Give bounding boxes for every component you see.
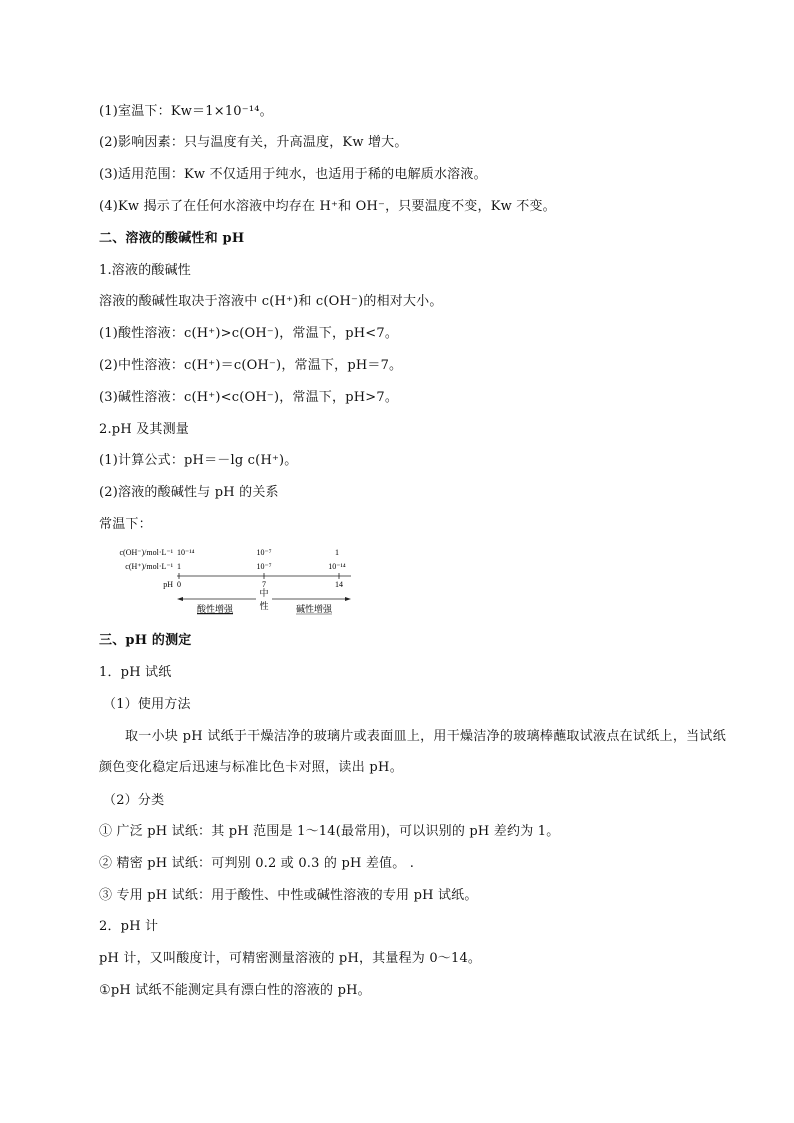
subheading-ph-meter: 2．pH 计 [99, 919, 159, 934]
type-item-3: ③ 专用 pH 试纸：用于酸性、中性或碱性溶液的专用 pH 试纸。 [99, 888, 478, 903]
row2-value-0: 1 [177, 562, 181, 571]
basic-solution: (3)碱性溶液：c(H⁺)<c(OH⁻)，常温下，pH>7。 [99, 390, 399, 405]
row2-label: c(H⁺)/mol·L⁻¹ [125, 562, 173, 571]
row2-value-2: 10⁻¹⁴ [328, 562, 346, 571]
row1-value-2: 1 [335, 548, 339, 557]
row2-value-1: 10⁻⁷ [256, 562, 272, 571]
subheading-acidity: 1.溶液的酸碱性 [99, 263, 192, 278]
subheading-usage: （1）使用方法 [103, 697, 191, 712]
ph-scale-diagram [99, 546, 359, 622]
acidic-solution: (1)酸性溶液：c(H⁺)>c(OH⁻)，常温下，pH<7。 [99, 326, 399, 341]
subheading-types: （2）分类 [103, 793, 165, 808]
ph-meter-paragraph: pH 计，又叫酸度计，可精密测量溶液的 pH，其量程为 0～14。 [99, 951, 482, 966]
kw-line-3: (3)适用范围：Kw 不仅适用于纯水，也适用于稀的电解质水溶液。 [99, 167, 487, 182]
subheading-ph-paper: 1．pH 试纸 [99, 665, 172, 680]
base-label: 碱性增强 [296, 604, 333, 614]
kw-line-2: (2)影响因素：只与温度有关，升高温度，Kw 增大。 [99, 135, 408, 150]
section-2-heading: 二、溶液的酸碱性和 pH [99, 231, 245, 246]
acidity-intro: 溶液的酸碱性取决于溶液中 c(H⁺)和 c(OH⁻)的相对大小。 [99, 294, 443, 309]
neutral-label-bottom: 性 [259, 601, 269, 611]
acid-label: 酸性增强 [197, 604, 234, 614]
note-1: ①pH 试纸不能测定具有漂白性的溶液的 pH。 [99, 983, 371, 998]
arrow-left-icon [177, 597, 183, 601]
row3-value-0: 0 [177, 580, 181, 589]
type-item-2: ② 精密 pH 试纸：可判别 0.2 或 0.3 的 pH 差值。 . [99, 856, 415, 871]
kw-line-4: (4)Kw 揭示了在任何水溶液中均存在 H⁺和 OH⁻，只要温度不变，Kw 不变。 [99, 199, 556, 214]
row1-label: c(OH⁻)/mol·L⁻¹ [119, 548, 173, 557]
row3-value-2: 14 [335, 580, 343, 589]
arrow-right-icon [345, 597, 351, 601]
neutral-label-top: 中 [259, 588, 269, 598]
row3-label: pH [163, 580, 173, 589]
row1-value-0: 10⁻¹⁴ [177, 548, 195, 557]
neutral-solution: (2)中性溶液：c(H⁺)＝c(OH⁻)，常温下，pH＝7。 [99, 358, 403, 373]
row1-value-1: 10⁻⁷ [256, 548, 272, 557]
section-3-heading: 三、pH 的测定 [99, 633, 192, 648]
room-temp-label: 常温下： [99, 517, 152, 532]
subheading-ph: 2.pH 及其测量 [99, 422, 189, 437]
ph-formula: (1)计算公式：pH＝－lg c(H⁺)。 [99, 453, 298, 468]
row3-value-1: 7 [262, 580, 266, 589]
kw-line-1: (1)室温下：Kw＝1×10⁻¹⁴。 [99, 104, 273, 119]
type-item-1: ① 广泛 pH 试纸：其 pH 范围是 1～14(最常用)，可以识别的 pH 差约为 1。 [99, 824, 560, 839]
usage-paragraph: 取一小块 pH 试纸于干燥洁净的玻璃片或表面皿上，用干燥洁净的玻璃棒蘸取试液点在试纸上，当试纸颜色变化稳定后迅速与标准比色卡对照，读出 pH。 [99, 729, 727, 775]
ph-relation: (2)溶液的酸碱性与 pH 的关系 [99, 485, 279, 500]
